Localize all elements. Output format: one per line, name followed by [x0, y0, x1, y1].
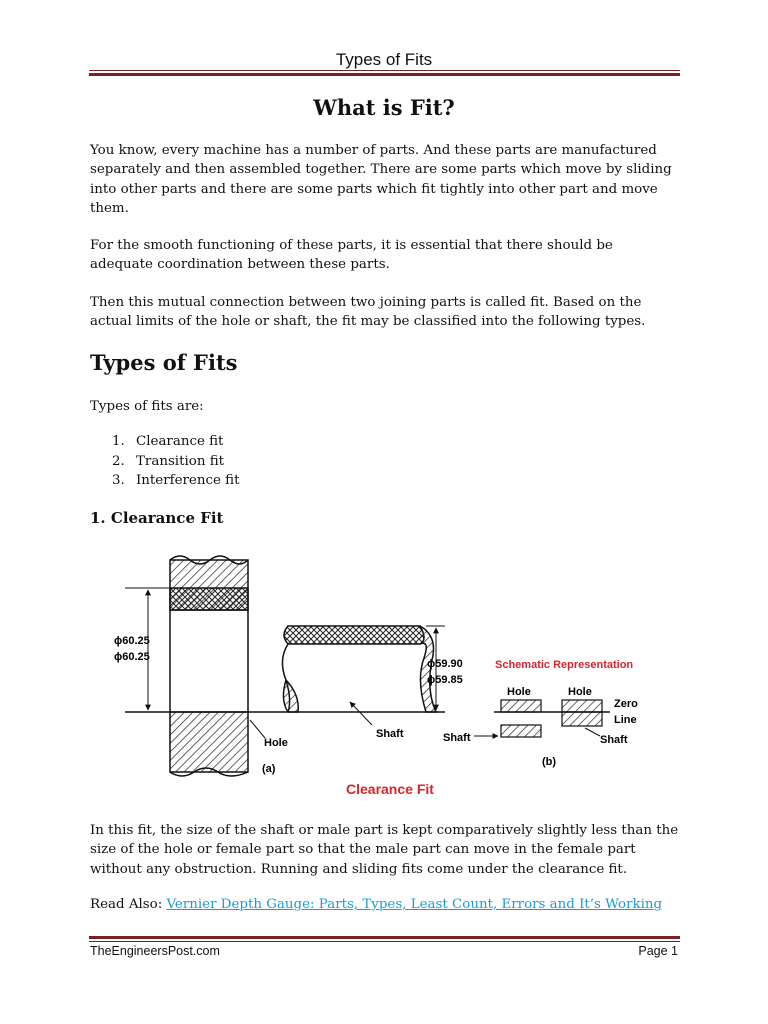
- heading-clearance-fit: 1. Clearance Fit: [90, 509, 224, 527]
- hole-dimension-upper: ϕ60.25: [114, 635, 150, 647]
- list-item: 3. Interference fit: [112, 473, 240, 489]
- footer-rule-thick: [89, 936, 680, 939]
- paragraph-coordination: For the smooth functioning of these parts, it is essential that there should be adequate coordination between these parts.: [90, 238, 613, 273]
- schematic-line: Line: [614, 714, 637, 726]
- label-a: (a): [262, 763, 276, 775]
- schematic-representation: [443, 659, 638, 768]
- hole-label: Hole: [264, 737, 288, 749]
- list-item: 2. Transition fit: [112, 453, 225, 469]
- schematic-shaft-left: Shaft: [443, 732, 471, 744]
- schematic-title: Schematic Representation: [495, 659, 634, 671]
- read-also-label: Read Also:: [90, 897, 163, 912]
- page-header-title: Types of Fits: [335, 50, 433, 69]
- hole-drawing: [170, 556, 248, 776]
- paragraph-intro: You know, every machine has a number of parts. And these parts are manufactured separately and then assembled together. There are some parts which move by sliding into other parts and there are some parts which fit tightly into other part and move them.: [90, 143, 672, 216]
- paragraph-clearance-fit: In this fit, the size of the shaft or male part is kept comparatively slightly less than the size of the hole or female part so that the male part can move in the female part without any obstruction. Running and sliding fits come under the clearance fit.: [90, 823, 679, 877]
- footer-rule-thin: [89, 941, 680, 942]
- hole-dimension-lower: ϕ60.25: [114, 651, 150, 663]
- read-also: [90, 897, 662, 912]
- figure-caption: Clearance Fit: [346, 781, 434, 797]
- heading-types-of-fits: Types of Fits: [90, 350, 238, 375]
- shaft-label: Shaft: [376, 728, 404, 740]
- shaft-dimension-lower: ϕ59.85: [427, 674, 463, 686]
- footer-site: TheEngineersPost.com: [90, 944, 220, 958]
- label-b: (b): [542, 756, 557, 768]
- paragraph-classification: Then this mutual connection between two joining parts is called fit. Based on the actual limits of the hole or shaft, the fit may be classified into the following types.: [90, 295, 646, 330]
- list-item: 1. Clearance fit: [112, 434, 224, 449]
- schematic-hole-2: Hole: [568, 686, 592, 698]
- types-intro: Types of fits are:: [90, 399, 204, 414]
- header-rule-thick: [89, 73, 680, 76]
- fit-types-list: [112, 432, 239, 491]
- shaft-drawing: [282, 626, 436, 712]
- header-rule-thin: [89, 70, 680, 71]
- heading-what-is-fit: What is Fit?: [313, 95, 455, 120]
- shaft-dimension-upper: ϕ59.90: [427, 658, 463, 670]
- schematic-hole-1: Hole: [507, 686, 531, 698]
- clearance-fit-diagram: [110, 540, 670, 810]
- read-also-link[interactable]: Vernier Depth Gauge: Parts, Types, Least Count, Errors and It’s Working: [166, 897, 663, 912]
- schematic-zero: Zero: [614, 698, 638, 710]
- footer-page-number: Page 1: [638, 944, 678, 958]
- schematic-shaft-right: Shaft: [600, 734, 628, 746]
